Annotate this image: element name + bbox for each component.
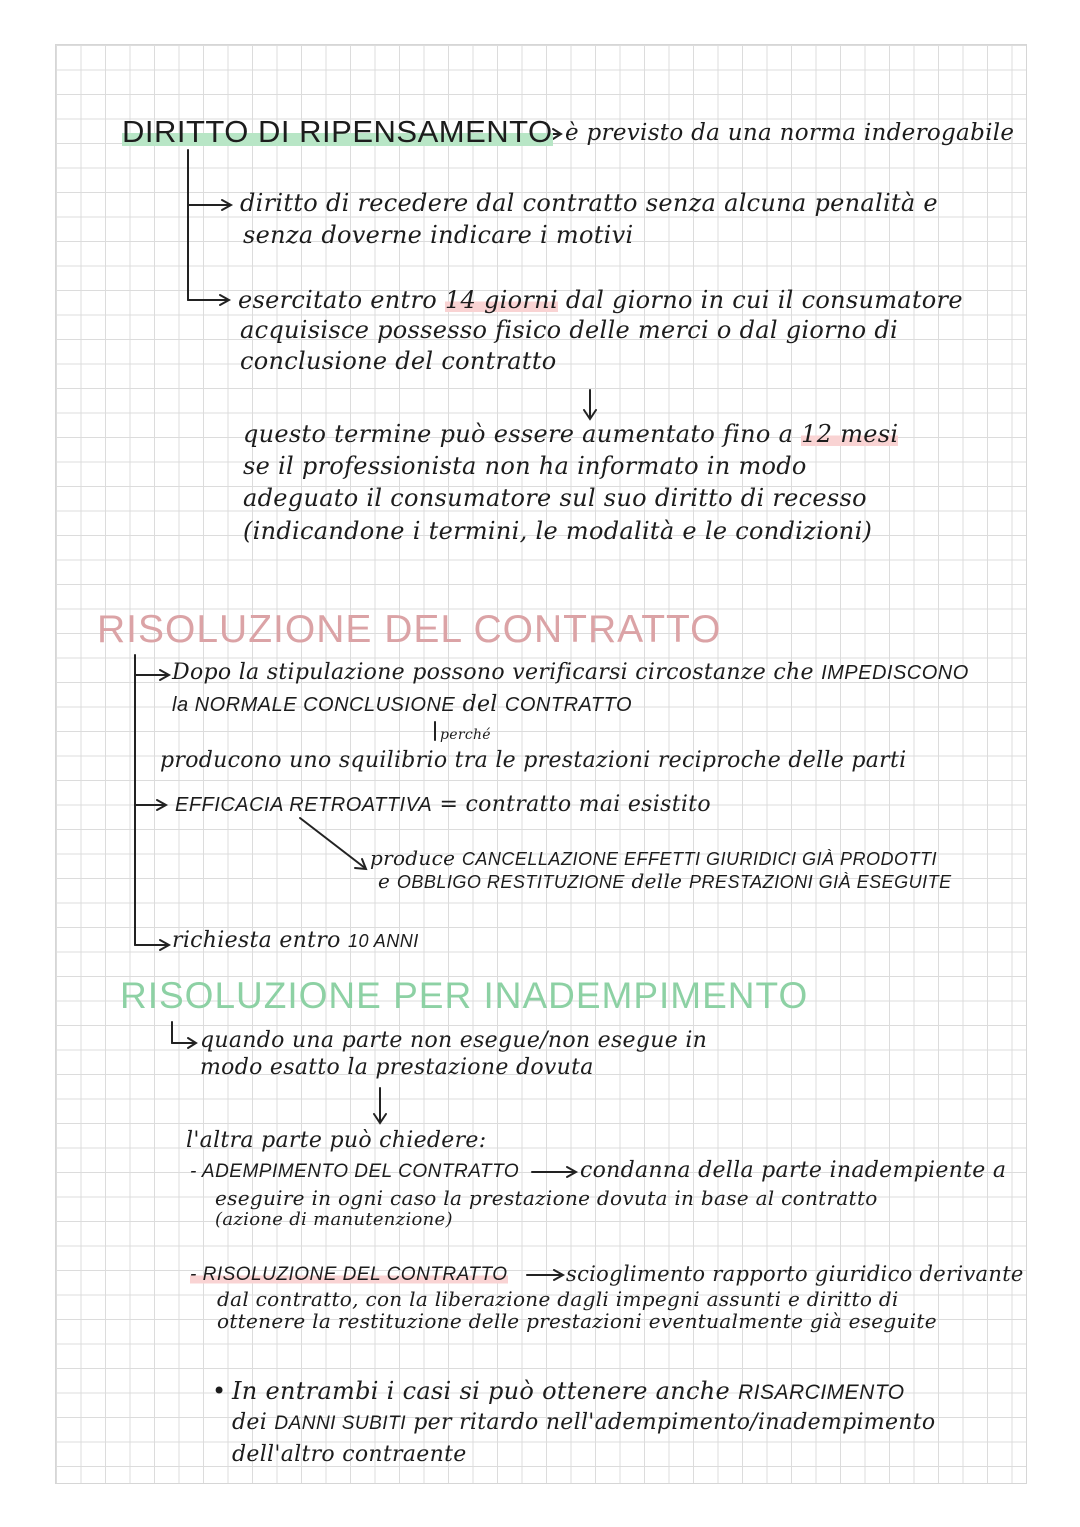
text-line: modo esatto la prestazione dovuta bbox=[200, 1055, 594, 1080]
text-line: dal contratto, con la liberazione dagli impegni assunti e diritto di bbox=[217, 1287, 899, 1311]
text-line: eseguire in ogni caso la prestazione dovuta in base al contratto bbox=[215, 1186, 878, 1210]
text-line: adeguato il consumatore sul suo diritto di recesso bbox=[243, 484, 867, 512]
text-line: se il professionista non ha informato in modo bbox=[243, 452, 807, 480]
text-line: e OBBLIGO RESTITUZIONE delle PRESTAZIONI GIÀ ESEGUITE bbox=[378, 869, 952, 893]
text-line: - ADEMPIMENTO DEL CONTRATTO bbox=[190, 1161, 520, 1182]
text-line: conclusione del contratto bbox=[240, 347, 557, 375]
text-line: acquisisce possesso fisico delle merci o dal giorno di bbox=[240, 316, 898, 344]
text-line: dei DANNI SUBITI per ritardo nell'adempimento/inadempimento bbox=[232, 1410, 936, 1435]
text-line: diritto di recedere dal contratto senza alcuna penalità e bbox=[240, 189, 938, 217]
bullet: • bbox=[212, 1377, 227, 1405]
section-title-risoluzione-del-contratto: RISOLUZIONE DEL CONTRATTO bbox=[97, 608, 722, 651]
highlight-14-giorni: 14 giorni bbox=[444, 286, 558, 314]
text-line: quando una parte non esegue/non esegue in bbox=[200, 1028, 708, 1053]
text-line: produce CANCELLAZIONE EFFETTI GIURIDICI GIÀ PRODOTTI bbox=[370, 846, 937, 870]
text-line: condanna della parte inadempiente a bbox=[580, 1158, 1007, 1183]
text-line: senza doverne indicare i motivi bbox=[243, 221, 634, 249]
text-line: l'altra parte può chiedere: bbox=[186, 1128, 487, 1153]
text-line: (azione di manutenzione) bbox=[215, 1209, 453, 1230]
text-line: producono uno squilibrio tra le prestazioni reciproche delle parti bbox=[160, 748, 907, 773]
text-line: - RISOLUZIONE DEL CONTRATTO bbox=[190, 1264, 508, 1285]
text-line: EFFICACIA RETROATTIVA = contratto mai esistito bbox=[175, 792, 711, 817]
title-text: DIRITTO DI RIPENSAMENTO bbox=[122, 114, 553, 149]
text-line: la NORMALE CONCLUSIONE del CONTRATTO bbox=[172, 692, 633, 717]
text-line: (indicandone i termini, le modalità e le condizioni) bbox=[243, 517, 873, 545]
highlight-12-mesi: 12 mesi bbox=[801, 420, 899, 448]
note-norma-inderogabile: è previsto da una norma inderogabile bbox=[565, 120, 1015, 146]
text-line: In entrambi i casi si può ottenere anche RISARCIMENTO bbox=[232, 1377, 905, 1405]
text-line: scioglimento rapporto giuridico derivante bbox=[566, 1262, 1024, 1286]
text-line: questo termine può essere aumentato fino a 12 mesi bbox=[243, 420, 899, 448]
text-line: richiesta entro 10 ANNI bbox=[172, 928, 419, 953]
text-line: esercitato entro 14 giorni dal giorno in cui il consumatore bbox=[238, 286, 963, 314]
section-title-diritto-di-ripensamento bbox=[122, 114, 553, 150]
note-perche: perché bbox=[440, 727, 491, 743]
text-line: ottenere la restituzione delle prestazioni eventualmente già eseguite bbox=[217, 1309, 937, 1333]
text-line: Dopo la stipulazione possono verificarsi circostanze che IMPEDISCONO bbox=[172, 660, 969, 685]
text-line: dell'altro contraente bbox=[232, 1442, 467, 1467]
section-title-risoluzione-per-inadempimento: RISOLUZIONE PER INADEMPIMENTO bbox=[120, 975, 809, 1016]
